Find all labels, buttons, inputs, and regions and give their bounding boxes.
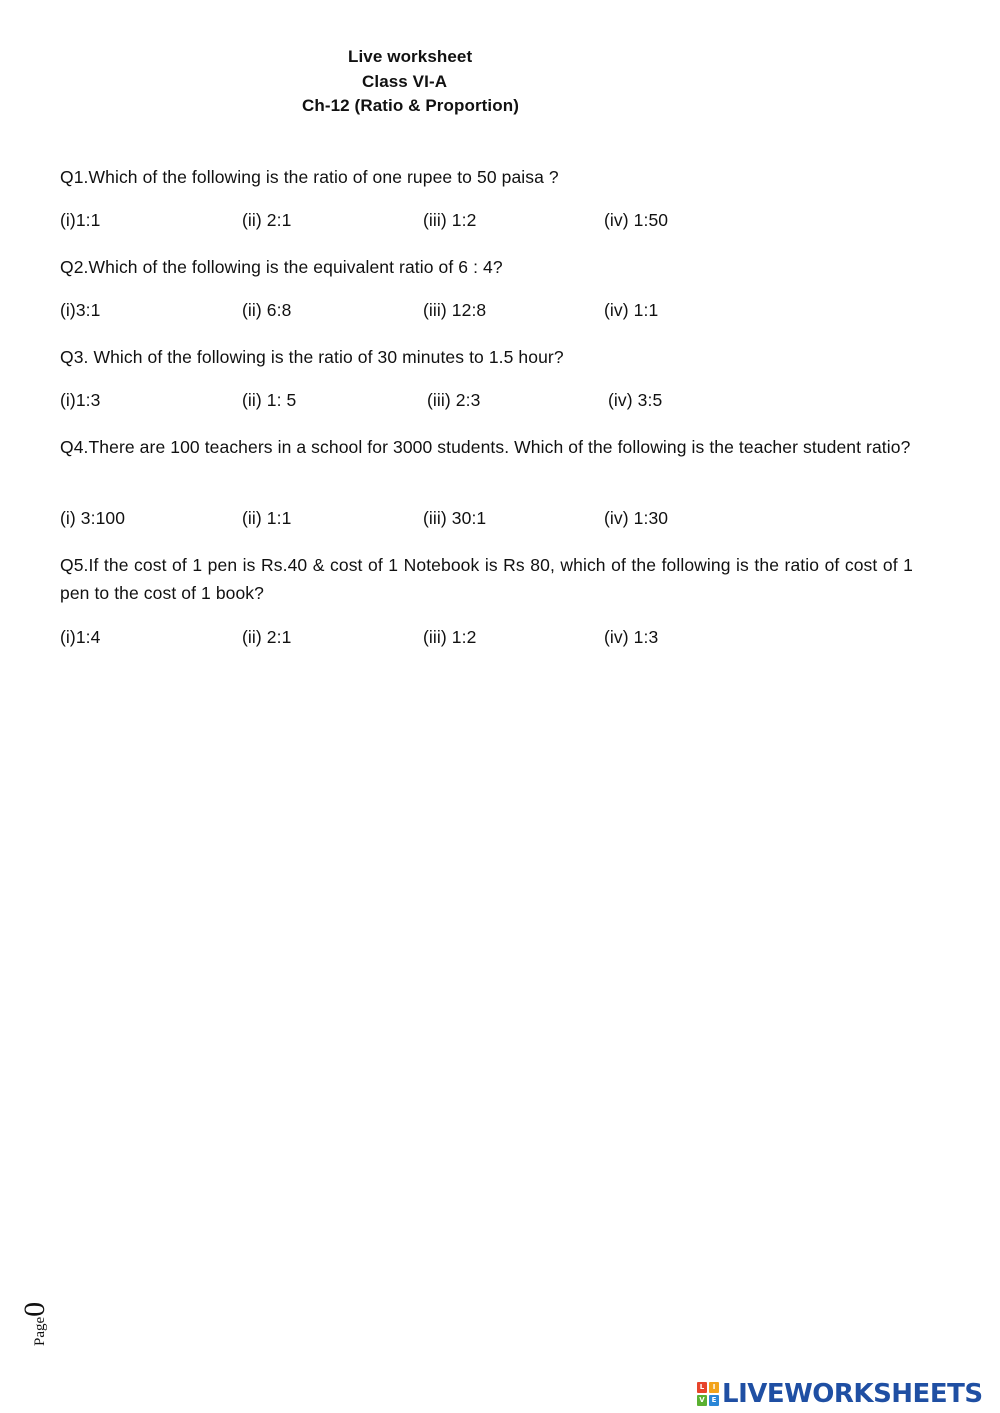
q2-option-1[interactable]: (i)3:1 [60, 300, 101, 320]
logo-tile-l: L [697, 1382, 707, 1393]
logo-tile-e: E [709, 1395, 719, 1406]
question-5-text: Q5.If the cost of 1 pen is Rs.40 & cost of 1 Notebook is Rs 80, which of the following is the ratio of cost of 1 pen to the cost of 1 book? [60, 555, 913, 603]
q4-option-2[interactable]: (ii) 1:1 [242, 508, 292, 528]
class-label: Class VI-A [362, 72, 448, 91]
q1-option-2[interactable]: (ii) 2:1 [242, 210, 292, 230]
q5-option-2[interactable]: (ii) 2:1 [242, 627, 292, 647]
q1-option-3[interactable]: (iii) 1:2 [423, 210, 477, 230]
q3-option-4[interactable]: (iv) 3:5 [608, 390, 663, 410]
liveworksheets-wordmark: LIVEWORKSHEETS [722, 1379, 983, 1409]
question-1-text: Q1.Which of the following is the ratio of one rupee to 50 paisa ? [60, 167, 559, 187]
q3-option-3[interactable]: (iii) 2:3 [427, 390, 481, 410]
page-footer [18, 1282, 52, 1352]
q2-option-2[interactable]: (ii) 6:8 [242, 300, 292, 320]
q3-option-2[interactable]: (ii) 1: 5 [242, 390, 297, 410]
q2-option-3[interactable]: (iii) 12:8 [423, 300, 487, 320]
q1-option-1[interactable]: (i)1:1 [60, 210, 101, 230]
question-2-text: Q2.Which of the following is the equivalent ratio of 6 : 4? [60, 257, 503, 277]
q5-option-3[interactable]: (iii) 1:2 [423, 627, 477, 647]
liveworksheets-logo [697, 1379, 983, 1409]
question-3-text: Q3. Which of the following is the ratio of 30 minutes to 1.5 hour? [60, 347, 564, 367]
logo-tile-i: I [709, 1382, 719, 1393]
liveworksheets-logo-icon [697, 1382, 719, 1406]
q4-option-3[interactable]: (iii) 30:1 [423, 508, 487, 528]
q4-option-1[interactable]: (i) 3:100 [60, 508, 126, 528]
question-4-text: Q4.There are 100 teachers in a school for 3000 students. Which of the following is the teacher student ratio? [60, 437, 911, 457]
worksheet-title: Live worksheet [348, 47, 473, 66]
chapter-title: Ch-12 (Ratio & Proportion) [302, 96, 519, 115]
q1-option-4[interactable]: (iv) 1:50 [604, 210, 669, 230]
page-number: 0 [18, 1301, 51, 1317]
page-label: Page [32, 1316, 48, 1346]
q3-option-1[interactable]: (i)1:3 [60, 390, 101, 410]
logo-tile-v: V [697, 1395, 707, 1406]
q4-option-4[interactable]: (iv) 1:30 [604, 508, 669, 528]
q5-option-4[interactable]: (iv) 1:3 [604, 627, 659, 647]
q5-option-1[interactable]: (i)1:4 [60, 627, 101, 647]
q2-option-4[interactable]: (iv) 1:1 [604, 300, 659, 320]
